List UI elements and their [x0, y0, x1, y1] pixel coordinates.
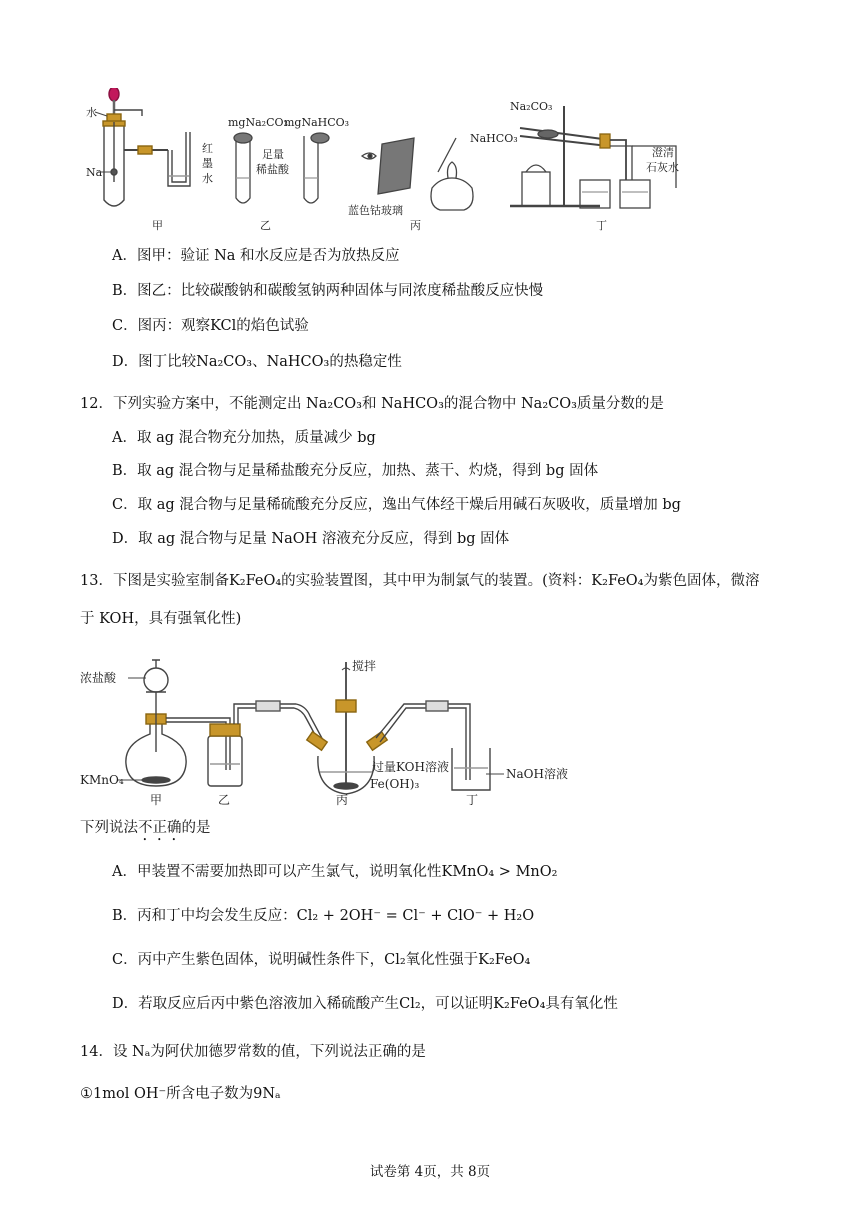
figure-apparatus-1 — [80, 88, 680, 238]
option-letter: C． — [112, 318, 138, 334]
label-nahco3: NaHCO₃ — [470, 132, 518, 145]
option-letter: B． — [112, 283, 138, 299]
option-letter: A． — [112, 248, 137, 264]
label-limewater-2: 石灰水 — [646, 161, 679, 174]
bottle-yi — [208, 736, 242, 786]
label-na: Na — [86, 166, 103, 179]
label-kmno4: KMnO₄ — [80, 773, 124, 787]
option-letter: A． — [112, 430, 137, 446]
label-red-ink-2: 墨 — [202, 157, 213, 170]
option-text: 若取反应后丙中紫色溶液加入稀硫酸产生Cl₂，可以证明K₂FeO₄具有氧化性 — [138, 996, 618, 1012]
caption-ding: 丁 — [596, 219, 607, 232]
option-letter: D． — [112, 996, 139, 1012]
label-red-ink-1: 红 — [202, 142, 213, 155]
option-text: 图丁比较Na₂CO₃、NaHCO₃的热稳定性 — [138, 354, 402, 370]
q13-option-c — [112, 950, 530, 970]
caption-yi: 乙 — [260, 219, 271, 232]
figure-k2feo4-apparatus — [80, 652, 600, 810]
q14-item-1: ①1mol OH⁻所含电子数为9Nₐ — [80, 1086, 281, 1102]
label-na2co3: Na₂CO₃ — [510, 100, 553, 113]
label-naoh: NaOH溶液 — [506, 767, 568, 781]
option-text: 图甲：验证 Na 和水反应是否为放热反应 — [136, 248, 400, 264]
option-text: 取 ag 混合物与足量稀盐酸充分反应，加热、蒸干、灼烧，得到 bg 固体 — [137, 463, 599, 479]
caption-bing-2: 丙 — [336, 793, 349, 807]
prompt-emphasis: 不正确 — [138, 820, 182, 836]
q12-stem: 12．下列实验方案中，不能测定出 Na₂CO₃和 NaHCO₃的混合物中 Na₂CO₃质量分数的是 — [80, 396, 664, 412]
option-text: 取 ag 混合物与足量 NaOH 溶液充分反应，得到 bg 固体 — [138, 531, 510, 547]
label-feoh3: Fe(OH)₃ — [370, 777, 420, 791]
q11-option-d — [112, 352, 402, 372]
label-water: 水 — [86, 106, 97, 119]
caption-ding-2: 丁 — [466, 793, 479, 807]
q13-stem-line-2: 于 KOH，具有强氧化性) — [80, 611, 242, 627]
label-m-nahco3: mgNaHCO₃ — [284, 116, 350, 129]
q11-option-b — [112, 281, 543, 301]
label-acid-2: 稀盐酸 — [256, 163, 289, 176]
q13-option-b — [112, 906, 534, 926]
caption-jia-2: 甲 — [150, 793, 163, 807]
option-letter: D． — [112, 354, 139, 370]
option-letter: A． — [112, 864, 137, 880]
caption-yi-2: 乙 — [218, 793, 231, 807]
q12-option-b — [112, 461, 598, 481]
label-acid-1: 足量 — [262, 148, 284, 161]
q13-option-d — [112, 994, 618, 1014]
option-text: 丙和丁中均会发生反应：Cl₂ + 2OH⁻ = Cl⁻ + ClO⁻ + H₂O — [137, 908, 535, 924]
label-cobalt-glass: 蓝色钴玻璃 — [348, 204, 403, 217]
q11-option-a — [112, 246, 400, 266]
q12-option-a — [112, 428, 376, 448]
option-text: 图乙：比较碳酸钠和碳酸氢钠两种固体与同浓度稀盐酸反应快慢 — [137, 283, 544, 299]
option-text: 取 ag 混合物充分加热，质量减少 bg — [136, 430, 376, 446]
caption-bing: 丙 — [410, 219, 421, 232]
label-m-na2co3: mgNa₂CO₃ — [228, 116, 288, 129]
q11-option-c — [112, 316, 309, 336]
option-letter: B． — [112, 463, 138, 479]
option-text: 丙中产生紫色固体，说明碱性条件下，Cl₂氧化性强于K₂FeO₄ — [137, 952, 531, 968]
apparatus-bing — [362, 138, 473, 210]
label-conc-hcl: 浓盐酸 — [80, 671, 117, 685]
beaker-ding — [452, 748, 490, 790]
option-letter: C． — [112, 497, 138, 513]
caption-jia: 甲 — [152, 219, 163, 232]
q13-prompt — [80, 818, 211, 844]
option-text: 图丙：观察KCl的焰色试验 — [137, 318, 309, 334]
label-red-ink-3: 水 — [202, 172, 213, 185]
prompt-text: 下列说法 — [80, 820, 138, 836]
option-text: 取 ag 混合物与足量稀硫酸充分反应，逸出气体经干燥后用碱石灰吸收，质量增加 bg — [137, 497, 681, 513]
q12-option-d — [112, 529, 509, 549]
option-letter: C． — [112, 952, 138, 968]
label-excess-koh: 过量KOH溶液 — [372, 760, 449, 774]
page-footer: 试卷第 4页，共 8页 — [369, 1164, 491, 1180]
q13-option-a — [112, 862, 557, 882]
prompt-text: 的是 — [181, 820, 211, 836]
apparatus-jia — [103, 88, 190, 206]
label-stir: 搅拌 — [352, 659, 377, 673]
option-letter: D． — [112, 531, 139, 547]
q14-stem: 14．设 Nₐ为阿伏加德罗常数的值，下列说法正确的是 — [80, 1044, 426, 1060]
q13-stem-line-1: 13．下图是实验室制备K₂FeO₄的实验装置图，其中甲为制氯气的装置。(资料：K₂FeO₄为紫色固体，微溶 — [80, 573, 760, 589]
option-letter: B． — [112, 908, 138, 924]
q12-option-c — [112, 495, 681, 515]
label-limewater-1: 澄清 — [652, 146, 674, 159]
option-text: 甲装置不需要加热即可以产生氯气，说明氧化性KMnO₄ > MnO₂ — [136, 864, 558, 880]
